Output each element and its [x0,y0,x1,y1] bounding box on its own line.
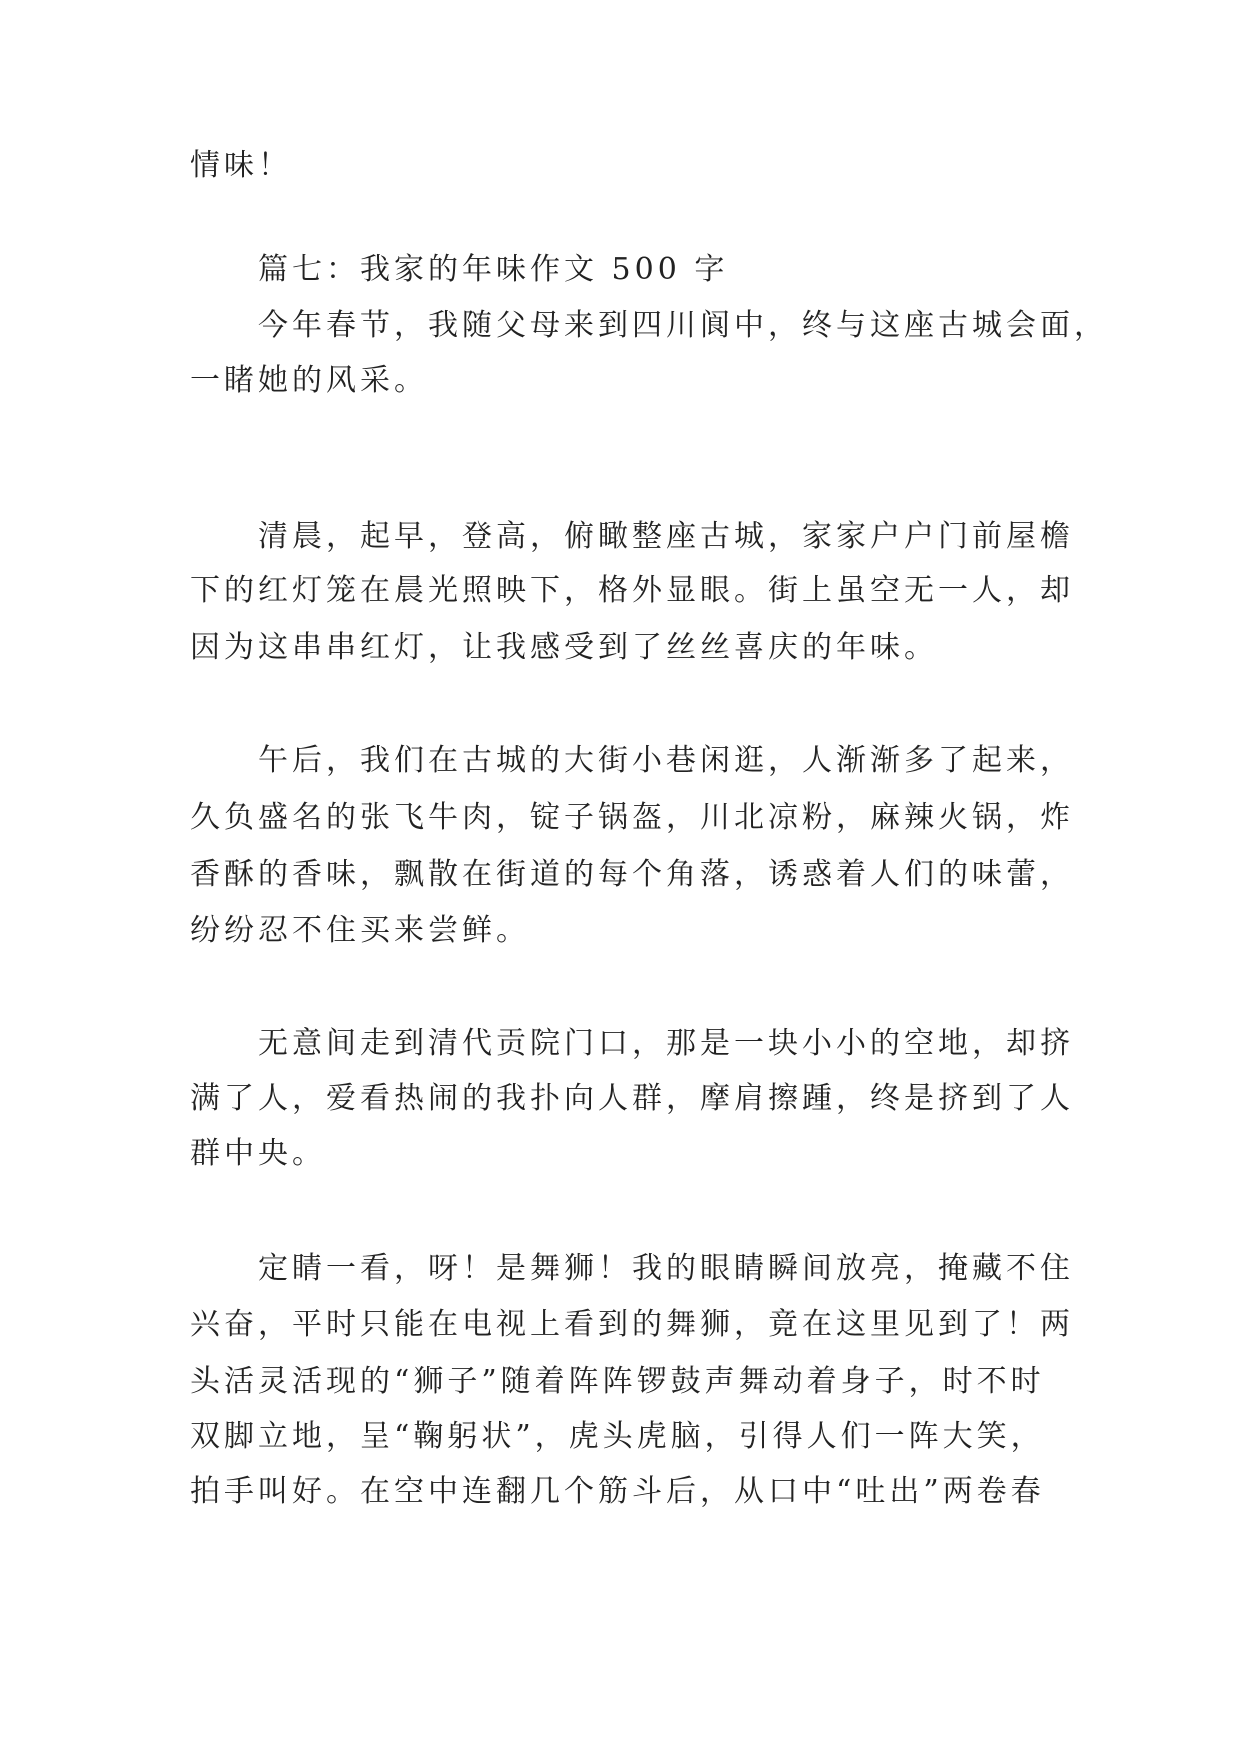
text-line: 双脚立地，呈“鞠躬状”，虎头虎脑，引得人们一阵大笑， [190,1419,1045,1454]
text-line: 情味！ [190,148,292,183]
text-line: 香酥的香味，飘散在街道的每个角落，诱惑着人们的味蕾， [190,857,1074,892]
text-line: 下的红灯笼在晨光照映下，格外显眼。街上虽空无一人，却 [190,573,1074,608]
text-line: 清晨，起早，登高，俯瞰整座古城，家家户户门前屋檐 [258,519,1074,554]
text-line: 久负盛名的张飞牛肉，锭子锅盔，川北凉粉，麻辣火锅，炸 [190,800,1074,835]
text-line: 今年春节，我随父母来到四川阆中，终与这座古城会面， [258,308,1108,343]
text-line: 兴奋，平时只能在电视上看到的舞狮，竟在这里见到了！两 [190,1307,1074,1342]
text-line: 无意间走到清代贡院门口，那是一块小小的空地，却挤 [258,1026,1074,1061]
text-line: 拍手叫好。在空中连翻几个筋斗后，从口中“吐出”两卷春 [190,1474,1045,1509]
text-line: 头活灵活现的“狮子”随着阵阵锣鼓声舞动着身子，时不时 [190,1364,1045,1399]
section-heading: 篇七：我家的年味作文 500 字 [258,252,729,287]
text-line: 一睹她的风采。 [190,363,428,398]
text-line: 因为这串串红灯，让我感受到了丝丝喜庆的年味。 [190,630,938,665]
text-line: 纷纷忍不住买来尝鲜。 [190,913,530,948]
text-line: 午后，我们在古城的大街小巷闲逛，人渐渐多了起来， [258,743,1074,778]
text-line: 群中央。 [190,1136,326,1171]
text-line: 满了人，爱看热闹的我扑向人群，摩肩擦踵，终是挤到了人 [190,1081,1074,1116]
text-line: 定睛一看，呀！是舞狮！我的眼睛瞬间放亮，掩藏不住 [258,1251,1074,1286]
